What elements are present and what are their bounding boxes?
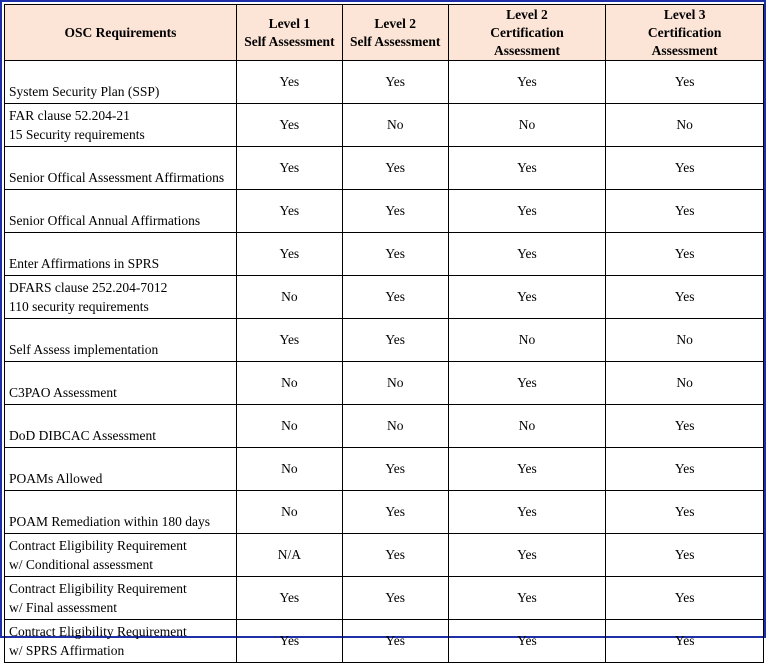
level2-cert-cell: Yes bbox=[448, 448, 606, 491]
requirement-text: w/ SPRS Affirmation bbox=[9, 643, 125, 658]
header-line: Level 2 bbox=[506, 6, 548, 22]
table-row bbox=[5, 577, 764, 620]
header-line: Level 1 bbox=[268, 15, 311, 31]
level3-cert-cell: Yes bbox=[606, 190, 764, 233]
level2-self-cell: Yes bbox=[342, 233, 448, 276]
header-level3-cert bbox=[606, 5, 764, 61]
requirement-text: 110 security requirements bbox=[9, 299, 149, 314]
header-osc-requirements bbox=[5, 5, 237, 61]
level1-self-cell: Yes bbox=[236, 233, 342, 276]
table-body bbox=[5, 61, 764, 663]
level3-cert-cell: Yes bbox=[606, 577, 764, 620]
level1-self-cell: Yes bbox=[236, 147, 342, 190]
level2-cert-cell: No bbox=[448, 104, 606, 147]
level1-self-cell: Yes bbox=[236, 104, 342, 147]
requirement-text: FAR clause 52.204-21 bbox=[9, 108, 130, 123]
requirement-text: Contract Eligibility Requirement bbox=[9, 624, 187, 639]
header-level1-self bbox=[236, 5, 342, 61]
requirement-text: Senior Offical Assessment Affirmations bbox=[9, 170, 225, 185]
level2-self-cell: Yes bbox=[342, 190, 448, 233]
requirement-text: Self Assess implementation bbox=[9, 342, 159, 357]
requirement-text: Enter Affirmations in SPRS bbox=[9, 256, 160, 271]
level2-self-cell: Yes bbox=[342, 61, 448, 104]
level2-cert-cell: Yes bbox=[448, 534, 606, 577]
requirement-text: DFARS clause 252.204-7012 bbox=[9, 280, 168, 295]
requirement-text: w/ Final assessment bbox=[9, 600, 117, 615]
level2-cert-cell: Yes bbox=[448, 233, 606, 276]
level3-cert-cell: Yes bbox=[606, 448, 764, 491]
level2-cert-cell: Yes bbox=[448, 577, 606, 620]
level2-cert-cell: Yes bbox=[448, 276, 606, 319]
table-row bbox=[5, 620, 764, 663]
level1-self-cell: Yes bbox=[236, 190, 342, 233]
level1-self-cell: No bbox=[236, 362, 342, 405]
level2-cert-cell: Yes bbox=[448, 620, 606, 663]
requirement-text: POAMs Allowed bbox=[9, 471, 103, 486]
header-line: Self Assessment bbox=[350, 33, 441, 49]
level2-self-cell: Yes bbox=[342, 319, 448, 362]
level1-self-cell: No bbox=[236, 448, 342, 491]
level2-self-cell: No bbox=[342, 104, 448, 147]
level2-self-cell: No bbox=[342, 405, 448, 448]
requirement-text: 15 Security requirements bbox=[9, 127, 145, 142]
requirement-text: Contract Eligibility Requirement bbox=[9, 538, 187, 553]
header-line: Assessment bbox=[493, 42, 560, 58]
table-row bbox=[5, 61, 764, 104]
level1-self-cell: Yes bbox=[236, 319, 342, 362]
requirement-cell bbox=[5, 405, 237, 448]
level2-self-cell: Yes bbox=[342, 448, 448, 491]
requirement-cell bbox=[5, 276, 237, 319]
table-row bbox=[5, 491, 764, 534]
requirement-text: POAM Remediation within 180 days bbox=[9, 514, 210, 529]
level2-cert-cell: Yes bbox=[448, 147, 606, 190]
header-line: OSC Requirements bbox=[64, 24, 177, 40]
osc-requirements-table bbox=[4, 4, 764, 663]
requirement-cell bbox=[5, 233, 237, 276]
level3-cert-cell: Yes bbox=[606, 405, 764, 448]
header-line: Self Assessment bbox=[244, 33, 335, 49]
level2-cert-cell: Yes bbox=[448, 61, 606, 104]
header-line: Certification bbox=[490, 24, 564, 40]
requirement-text: w/ Conditional assessment bbox=[9, 557, 153, 572]
requirement-text: DoD DIBCAC Assessment bbox=[9, 428, 157, 443]
header-line: Assessment bbox=[651, 42, 718, 58]
header-line: Level 2 bbox=[374, 15, 417, 31]
level3-cert-cell: Yes bbox=[606, 276, 764, 319]
table-row bbox=[5, 104, 764, 147]
level3-cert-cell: No bbox=[606, 104, 764, 147]
level2-cert-cell: Yes bbox=[448, 362, 606, 405]
level2-cert-cell: No bbox=[448, 319, 606, 362]
header-row bbox=[5, 5, 764, 61]
level2-self-cell: Yes bbox=[342, 491, 448, 534]
level2-self-cell: Yes bbox=[342, 276, 448, 319]
requirement-text: Contract Eligibility Requirement bbox=[9, 581, 187, 596]
requirement-cell bbox=[5, 61, 237, 104]
table-row bbox=[5, 147, 764, 190]
level3-cert-cell: Yes bbox=[606, 620, 764, 663]
level1-self-cell: No bbox=[236, 276, 342, 319]
level2-cert-cell: Yes bbox=[448, 190, 606, 233]
level3-cert-cell: Yes bbox=[606, 534, 764, 577]
header-line: Level 3 bbox=[663, 6, 706, 22]
requirement-cell bbox=[5, 491, 237, 534]
requirement-text: System Security Plan (SSP) bbox=[9, 84, 160, 99]
table-row bbox=[5, 233, 764, 276]
level3-cert-cell: Yes bbox=[606, 61, 764, 104]
requirement-cell bbox=[5, 104, 237, 147]
level2-self-cell: Yes bbox=[342, 534, 448, 577]
level3-cert-cell: No bbox=[606, 319, 764, 362]
level2-self-cell: Yes bbox=[342, 577, 448, 620]
table-row bbox=[5, 276, 764, 319]
level3-cert-cell: Yes bbox=[606, 233, 764, 276]
level1-self-cell: No bbox=[236, 491, 342, 534]
requirement-cell bbox=[5, 362, 237, 405]
requirement-cell bbox=[5, 620, 237, 663]
level1-self-cell: Yes bbox=[236, 620, 342, 663]
requirement-text: Senior Offical Annual Affirmations bbox=[9, 213, 201, 228]
table-row bbox=[5, 319, 764, 362]
table-row bbox=[5, 190, 764, 233]
level2-cert-cell: Yes bbox=[448, 491, 606, 534]
requirement-cell bbox=[5, 319, 237, 362]
requirement-cell bbox=[5, 147, 237, 190]
level2-cert-cell: No bbox=[448, 405, 606, 448]
level2-self-cell: Yes bbox=[342, 620, 448, 663]
table-row bbox=[5, 448, 764, 491]
requirement-text: C3PAO Assessment bbox=[9, 385, 117, 400]
level1-self-cell: Yes bbox=[236, 61, 342, 104]
header-level2-self bbox=[342, 5, 448, 61]
level3-cert-cell: Yes bbox=[606, 491, 764, 534]
level2-self-cell: No bbox=[342, 362, 448, 405]
requirement-cell bbox=[5, 577, 237, 620]
level1-self-cell: No bbox=[236, 405, 342, 448]
requirement-cell bbox=[5, 448, 237, 491]
header-level2-cert bbox=[448, 5, 606, 61]
table-row bbox=[5, 534, 764, 577]
requirement-cell bbox=[5, 534, 237, 577]
requirement-cell bbox=[5, 190, 237, 233]
table-row bbox=[5, 405, 764, 448]
table-row bbox=[5, 362, 764, 405]
level1-self-cell: Yes bbox=[236, 577, 342, 620]
level3-cert-cell: No bbox=[606, 362, 764, 405]
header-line: Certification bbox=[647, 24, 722, 40]
level3-cert-cell: Yes bbox=[606, 147, 764, 190]
level1-self-cell: N/A bbox=[236, 534, 342, 577]
level2-self-cell: Yes bbox=[342, 147, 448, 190]
